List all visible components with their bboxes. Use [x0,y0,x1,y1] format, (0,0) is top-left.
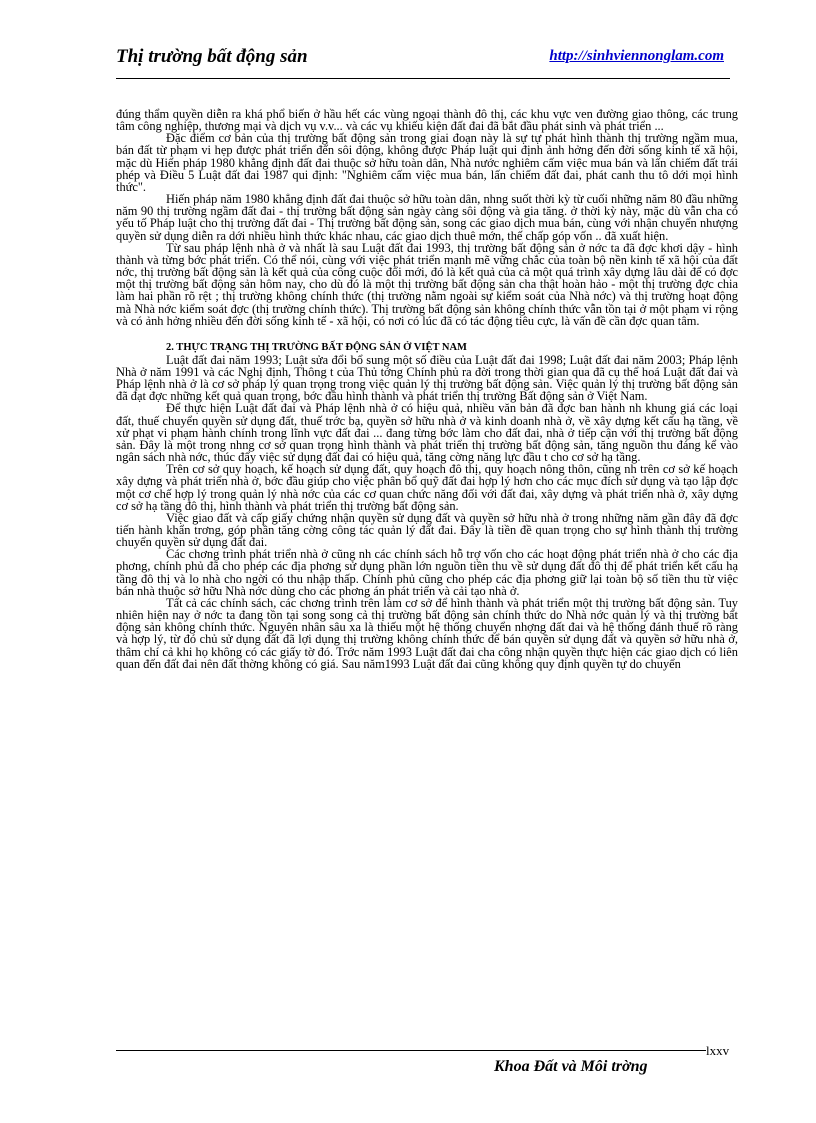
paragraph: Từ sau pháp lệnh nhà ở và nhất là sau Luật đất đai 1993, thị trường bất động sản ở nớc ta đã đợc khơi dậy - hình thành và từng bớc phát triển. Có thể nói, cùng với việc phát triển mạnh mẽ vững chắc của toàn bộ nền kinh tế xã hội của đất nớc, thị trường bất động sản là kết quả của công cuộc đổi mới, đó là kết quả của cả một quá trình xây dựng lâu dài để có đợc một thị trường bất động sản hôm nay, cho dù đó là một thị trường bất động sản cha thật hoàn hảo - một thị trường đợc chia làm hai phần rõ rệt ; thị trường không chính thức (thị trường nằm ngoài sự kiểm soát của Nhà nớc) và thị trường hoạt động mà Nhà nớc kiểm soát đợc (thị trường chính thức). Thị trường bất động sản không chính thức vẫn tồn tại ở một phạm vi rộng và có ảnh hởng nhiều đến đời sống kinh tế - xã hội, có nơi có lúc đã có tác động tiêu cực, là vấn đề cần đợc quan tâm. [116,240,738,328]
page-header [116,44,730,79]
section-spacer [116,327,738,341]
paragraph: Các chơng trình phát triển nhà ở cũng nh các chính sách hỗ trợ vốn cho các hoạt động phát triển nhà ở cho các địa phơng, chính phủ đã cho phép các địa phơng sử dụng phần lớn nguồn tiền thu về sử dụng đất đô thị để phát triển kết cấu hạ tầng đô thị và lo nhà cho ngời có thu nhập thấp. Chính phủ cũng cho phép các địa phơng giữ lại toàn bộ số tiền thu từ việc bán nhà thuộc sở hữu Nhà nớc dùng cho các phơng án phát triển và cải tạo nhà ở. [116,547,738,598]
paragraph: Tất cả các chính sách, các chơng trình trên làm cơ sở để hình thành và phát triển một thị trường bất động sản. Tuy nhiên hiện nay ở nớc ta đang tồn tại song song cả thị trường bất động sản chính thức do Nhà nớc quản lý và thị trường bất động sản không chính thức. Nguyên nhân sâu xa là thiếu một hệ thống chuyển nhợng đất đai và hệ thống đánh thuế rõ ràng và hợp lý, từ đó chủ sử dụng đất đã lợi dụng thị trường không chính thức để bán quyền sử dụng đất và quyền sở hữu nhà ở, thâm chí cả khi họ không có các giấy tờ đó. Trớc năm 1993 Luật đất đai cha công nhận quyền thực hiện các giao dịch có liên quan đến đất đai nên đất thờng không có giá. Sau năm1993 Luật đất đai cũng không quy định quyền tự do chuyển [116,595,738,671]
page-number: lxxv [706,1043,730,1058]
paragraph: Hiến pháp năm 1980 khẳng định đất đai thuộc sở hữu toàn dân, nhng suốt thời kỳ từ cuối những năm 80 đầu những năm 90 thị trường ngầm đất đai - thị trường bất động sản ngày càng sôi động và gia tăng. ở thời kỳ này, mặc dù vẫn cha có yếu tố Pháp luật cho thị trường đất đai - Thị trường bất động sản, song các giao dịch mua bán, cùng với nhận chuyển nhượng quyền sử dụng diễn ra dới nhiều hình thức khác nhau, các giao dịch thuê mớn, thế chấp góp vốn .. đã xuất hiện. [116,192,739,243]
section-heading: 2. THỰC TRẠNG THỊ TRƯỜNG BẤT ĐỘNG SẢN Ở VIỆT NAM [166,341,467,353]
paragraph: Trên cơ sở quy hoạch, kế hoạch sử dụng đất, quy hoạch đô thị, quy hoạch nông thôn, cũng nh trên cơ sở kế hoạch xây dựng và phát triển nhà ở, bớc đầu giúp cho việc phân bổ quỹ đất đai hợp lý hơn cho các mục đích sử dụng và tạo lập đợc một cơ chế hợp lý trong quản lý nhà nớc của các cơ quan chức năng đối với đất đai, xây dựng và phát triển nhà ở, xây dựng cơ sở hạ tầng đô thị, hình thành và phát triển thị trường bất động sản. [116,462,738,513]
footer-divider [116,1050,706,1051]
paragraph: đúng thẩm quyền diễn ra khá phổ biến ở hầu hết các vùng ngoại thành đô thị, các khu vực ven đường giao thông, các trung tâm công nghiệp, thương mại và dịch vụ v.v... và các vụ khiếu kiện đất đai đã bắt đầu phát sinh và phát triển ... [116,107,738,134]
paragraph: Đặc điểm cơ bản của thị trường bất động sản trong giai đoạn này là sự tự phát hình thành thị trường ngầm mua, bán đất từ phạm vi hẹp được phát triển đến sôi động, không được Pháp luật qui định ảnh hởng đến đời sống kinh tế xã hội, mặc dù Hiến pháp 1980 khẳng định đất đai thuộc sở hữu toàn dân, Nhà nước nghiêm cấm việc mua bán và lấn chiếm đất trái phép và Điều 5 Luật đất đai 1987 qui định: "Nghiêm cấm việc mua bán, lấn chiếm đất đai, phát canh thu tô dới mọi hình thức". [116,131,738,194]
document-body [116,108,738,670]
paragraph: Để thực hiện Luật đất đai và Pháp lệnh nhà ở có hiệu quả, nhiều văn bản đã đợc ban hành nh khung giá các loại đất, thuế chuyển quyền sử dụng đất, thuế trớc bạ, quyền sở hữu nhà ở và kinh doanh nhà ở, về xây dựng kết cấu hạ tầng, về xử phạt vi phạm hành chính trong lĩnh vực đất đai ... đang từng bớc làm cho đất đai, nhà ở tiếp cận với thị trường bất động sản. Đây là một trong nhng cơ sở quan trọng hình thành và phát triển thị trường bất động sản, tăng nguồn thu đáng kể vào ngân sách nhà nớc, thúc đẩy việc sử dụng đất đai có hiệu quả, tăng cờng năng lực đầu t cho cơ sở hạ tầng. [116,401,738,465]
header-website-link[interactable]: http://sinhviennonglam.com [549,48,724,64]
header-title: Thị trường bất động sản [116,46,308,67]
paragraph: Việc giao đất và cấp giấy chứng nhận quyền sử dụng đất và quyền sở hữu nhà ở trong những năm gần đây đã đợc tiến hành khẩn trơng, góp phần tăng cờng công tác quản lý đất đai. Đây là tiền đề quan trọng cho sự hình thành thị trường chuyển quyền sử dụng đất đai. [116,510,738,550]
footer-title: Khoa Đất và Môi trờng [494,1058,648,1075]
paragraph: Luật đất đai năm 1993; Luật sửa đổi bổ sung một số điều của Luật đất đai 1998; Luật đất đai năm 2003; Pháp lệnh Nhà ở năm 1991 và các Nghị định, Thông t của Thủ tớng Chính phủ ra đời trong thời gian qua đã cụ thể hoá Luật đất đai và Pháp lệnh nhà ở là cơ sở pháp lý quan trọng trong việc quản lý thị trường bất động sản. Việc quản lý thị trường bất động sản đã đạt đợc những kết quả quan trọng, bớc đầu hình thành và phát triển thị trường Bất động sản ở Việt Nam. [116,352,738,404]
